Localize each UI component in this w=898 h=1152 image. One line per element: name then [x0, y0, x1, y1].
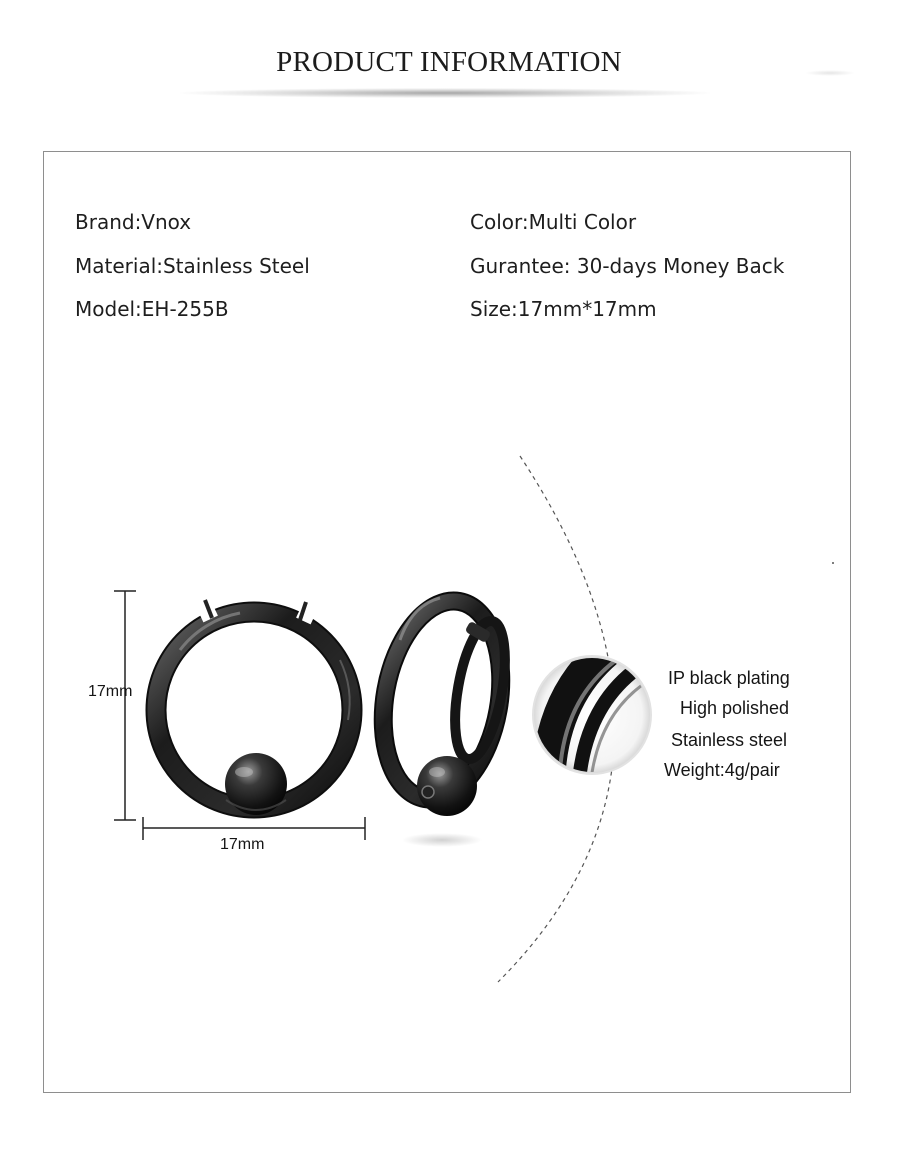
spec-brand: Brand:Vnox [75, 210, 192, 234]
callout-weight: Weight:4g/pair [664, 760, 780, 780]
front-hoop-earring [156, 596, 352, 815]
surface-zoom-detail [533, 640, 656, 795]
height-label: 17mm [88, 683, 133, 700]
side-earring-shadow [402, 833, 482, 847]
width-label: 17mm [220, 836, 265, 853]
callout-finish: High polished [680, 698, 790, 718]
spec-model: Model:EH-255B [75, 297, 229, 321]
callout-plating: IP black plating [668, 668, 790, 688]
spec-guarantee: Gurantee: 30-days Money Back [470, 254, 785, 278]
height-dimension-line [114, 591, 136, 820]
spec-size: Size:17mm*17mm [470, 297, 657, 321]
spec-color: Color:Multi Color [470, 210, 637, 234]
dot-mark [832, 562, 834, 564]
page-title: PRODUCT INFORMATION [276, 46, 622, 78]
spec-material: Material:Stainless Steel [75, 254, 310, 278]
decorative-shadow [805, 70, 855, 76]
side-hoop-earring [369, 592, 516, 816]
callout-material: Stainless steel [671, 730, 788, 750]
title-underline-shadow [180, 88, 710, 98]
